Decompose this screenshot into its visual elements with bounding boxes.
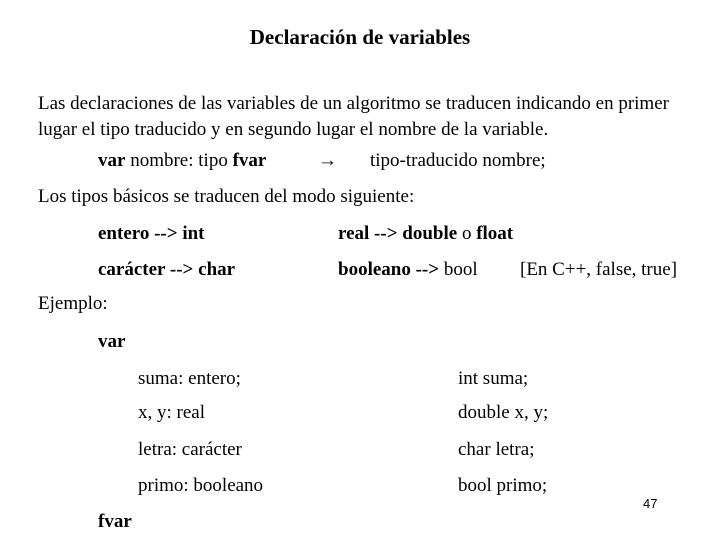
syntax-var-keyword: var	[98, 150, 126, 171]
types-intro: Los tipos básicos se traducen del modo siguiente:	[38, 186, 415, 207]
type-booleano-note: [En C++, false, true]	[520, 259, 678, 280]
type-booleano	[338, 260, 478, 279]
example-label: Ejemplo:	[38, 293, 108, 314]
type-booleano-bool: bool	[439, 259, 478, 280]
example-row-cpp: double x, y;	[458, 402, 549, 423]
intro-paragraph: Las declaraciones de las variables de un algoritmo se traducen indicando en primer lugar el tipo traducido y en segundo lugar el nombre de la variable.	[38, 93, 669, 140]
example-row-algo: primo: booleano	[138, 475, 264, 496]
syntax-result: tipo-traducido nombre;	[370, 150, 546, 171]
example-row-cpp: char letra;	[458, 439, 535, 460]
syntax-fvar-keyword: fvar	[232, 150, 267, 171]
type-caracter: carácter --> char	[98, 259, 236, 280]
example-row-cpp: int suma;	[458, 368, 529, 389]
syntax-line	[98, 151, 266, 170]
type-real-float: float	[476, 223, 514, 244]
example-row-algo: x, y: real	[138, 402, 206, 423]
type-entero: entero --> int	[98, 223, 205, 244]
example-row-algo: suma: entero;	[138, 368, 241, 389]
type-booleano-mapping: booleano -->	[338, 259, 440, 280]
example-row-cpp: bool primo;	[458, 475, 548, 496]
example-fvar-keyword: fvar	[98, 511, 132, 532]
arrow-icon: →	[318, 150, 337, 171]
syntax-declaration: nombre: tipo	[125, 150, 233, 171]
example-var-keyword: var	[98, 331, 126, 352]
type-real	[338, 224, 513, 243]
type-real-or: o	[457, 223, 477, 244]
slide-title: Declaración de variables	[249, 25, 471, 49]
type-real-mapping: real --> double	[338, 223, 458, 244]
example-row-algo: letra: carácter	[138, 439, 242, 460]
page-number: 47	[643, 496, 658, 511]
